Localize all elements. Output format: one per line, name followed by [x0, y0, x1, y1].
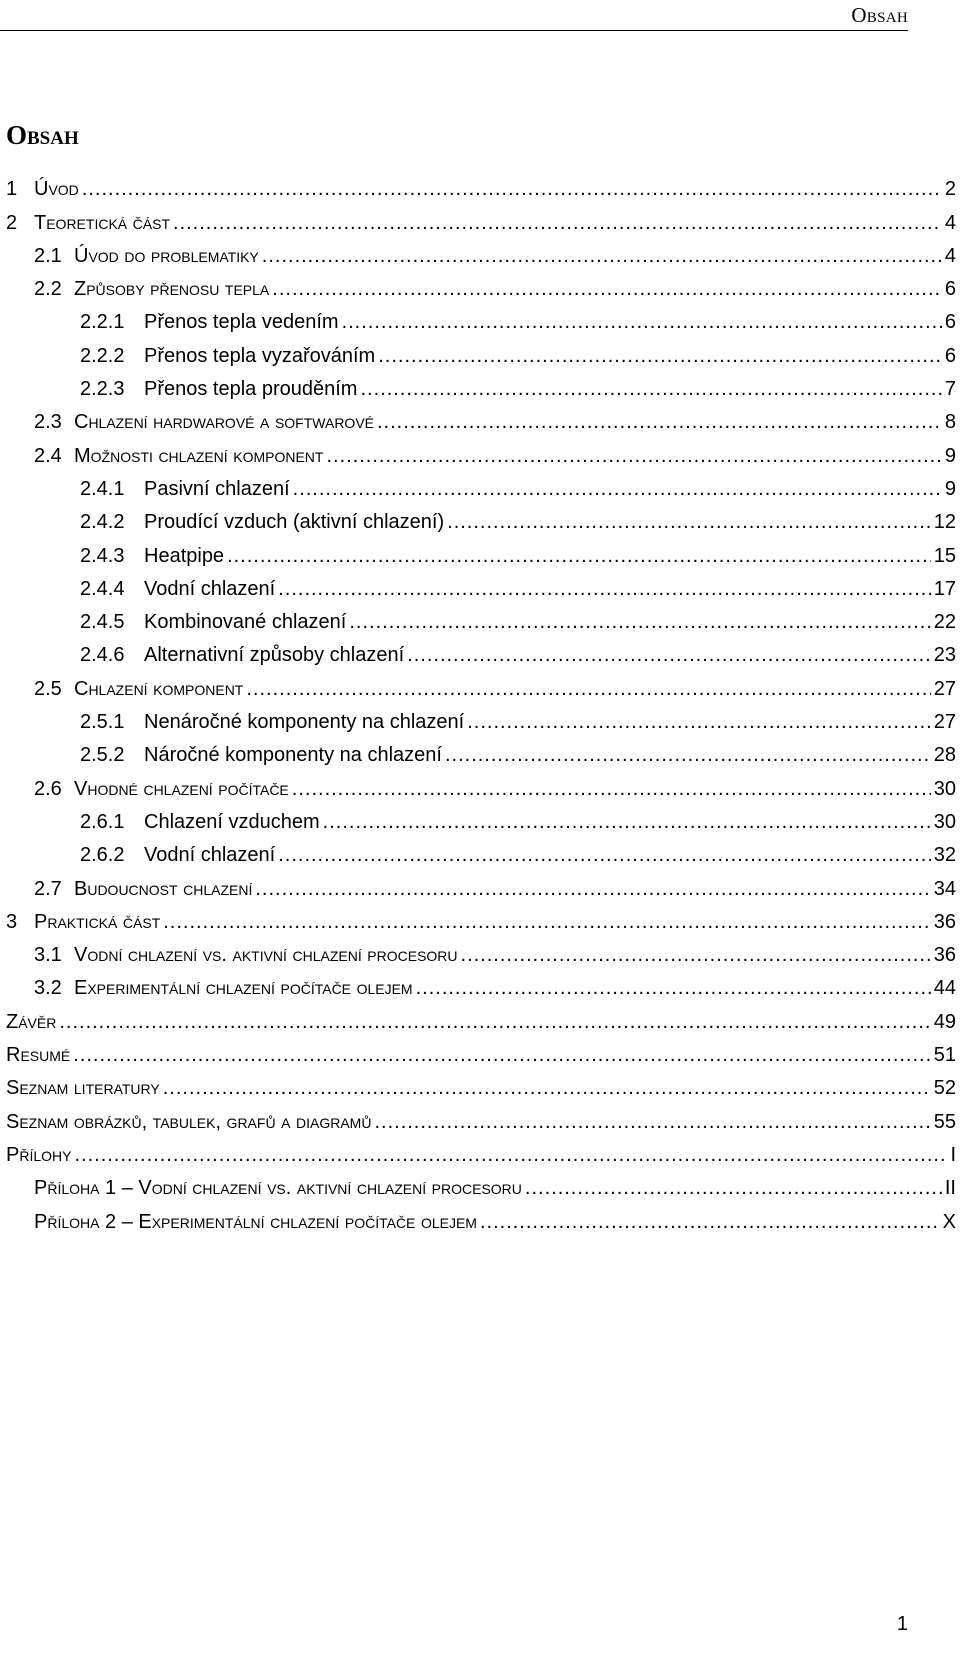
- toc-entry-title: Kombinované chlazení: [144, 611, 347, 634]
- dot-leader: [227, 545, 931, 567]
- toc-entry-page: 17: [933, 577, 956, 600]
- dot-leader: [349, 611, 930, 633]
- toc-entry-title: Příloha 2 – Experimentální chlazení počítače olejem: [34, 1210, 477, 1233]
- dot-leader: [525, 1177, 942, 1199]
- toc-entry-title: Chlazení vzduchem: [144, 810, 320, 833]
- toc-entry[interactable]: [0, 833, 956, 866]
- toc-entry-title: Praktická část: [34, 910, 161, 933]
- toc-entry-number: 3: [6, 910, 18, 933]
- toc-entry-page: I: [950, 1143, 956, 1166]
- toc-entry-page: 27: [933, 711, 956, 734]
- toc-entry-page: 6: [944, 344, 956, 367]
- toc-entry-title: Seznam literatury: [6, 1077, 160, 1100]
- page-number: 1: [896, 1613, 908, 1635]
- toc-entry-title: Budoucnost chlazení: [74, 877, 253, 900]
- toc-entry[interactable]: [0, 500, 956, 533]
- toc-entry-title: Náročné komponenty na chlazení: [144, 744, 442, 767]
- dot-leader: [278, 844, 931, 866]
- toc-entry-page: 28: [933, 744, 956, 767]
- toc-entry-page: X: [942, 1210, 956, 1233]
- dot-leader: [59, 1011, 930, 1033]
- toc-entry[interactable]: [0, 400, 956, 433]
- dot-leader: [461, 944, 931, 966]
- toc-entry[interactable]: [0, 933, 956, 966]
- toc-entry-page: 12: [933, 511, 956, 534]
- toc-entry-number: 2.6.2: [80, 844, 125, 867]
- dot-leader: [292, 778, 931, 800]
- dot-leader: [163, 1077, 931, 1099]
- dot-leader: [326, 445, 941, 467]
- toc-entry-number: 2.6.1: [80, 810, 125, 833]
- toc-entry[interactable]: [0, 733, 956, 766]
- dot-leader: [342, 311, 942, 333]
- toc-entry-number: 2.4.1: [80, 477, 125, 500]
- running-header-title: Obsah: [851, 3, 908, 27]
- toc-entry-page: 51: [933, 1044, 956, 1067]
- toc-entry[interactable]: [0, 800, 956, 833]
- toc-entry-title: Vodní chlazení: [144, 844, 276, 867]
- toc-entry-title: Příloha 1 – Vodní chlazení vs. aktivní chlazení procesoru: [34, 1177, 522, 1200]
- header-rule: [0, 30, 908, 31]
- toc-entry-page: 36: [933, 944, 956, 967]
- toc-entry[interactable]: [0, 533, 956, 566]
- dot-leader: [447, 511, 931, 533]
- dot-leader: [378, 345, 942, 367]
- toc-entry-title: Možnosti chlazení komponent: [74, 444, 324, 467]
- toc-entry[interactable]: [0, 666, 956, 699]
- dot-leader: [82, 178, 942, 200]
- toc-entry[interactable]: [0, 200, 956, 233]
- toc-entry-page: 15: [933, 544, 956, 567]
- toc-entry-number: 3.1: [34, 944, 62, 967]
- toc-entry-page: 30: [933, 777, 956, 800]
- toc-entry-number: 2.4.2: [80, 511, 125, 534]
- toc-entry-page: 36: [933, 910, 956, 933]
- dot-leader: [73, 1044, 931, 1066]
- toc-entry[interactable]: [0, 999, 956, 1032]
- toc-entry[interactable]: [0, 1199, 956, 1232]
- toc-entry-number: 2.4: [34, 444, 62, 467]
- toc-entry-number: 2.4.4: [80, 577, 125, 600]
- toc-entry-title: Seznam obrázků, tabulek, grafů a diagramů: [6, 1110, 372, 1133]
- toc-entry-page: 34: [933, 877, 956, 900]
- toc-entry-title: Resumé: [6, 1044, 71, 1067]
- toc-entry[interactable]: [0, 1033, 956, 1066]
- running-header: [851, 3, 908, 28]
- toc-entry-number: 1: [6, 178, 18, 201]
- toc-entry-title: Alternativní způsoby chlazení: [144, 644, 405, 667]
- toc-entry[interactable]: [0, 1166, 956, 1199]
- toc-entry-number: 2.2.3: [80, 378, 125, 401]
- page-title: Obsah: [6, 120, 79, 151]
- toc-entry-number: 2.4.6: [80, 644, 125, 667]
- toc-entry[interactable]: [0, 167, 956, 200]
- toc-entry-number: 2.4.5: [80, 611, 125, 634]
- toc-entry-title: Způsoby přenosu tepla: [74, 278, 270, 301]
- toc-entry-number: 2.6: [34, 777, 62, 800]
- toc-entry-number: 2.7: [34, 877, 62, 900]
- toc-entry[interactable]: [0, 1099, 956, 1132]
- toc-entry[interactable]: [0, 700, 956, 733]
- toc-entry[interactable]: [0, 966, 956, 999]
- dot-leader: [480, 1211, 940, 1233]
- toc-entry[interactable]: [0, 367, 956, 400]
- toc-entry[interactable]: [0, 467, 956, 500]
- toc-entry-title: Proudící vzduch (aktivní chlazení): [144, 511, 445, 534]
- toc-entry[interactable]: [0, 900, 956, 933]
- toc-entry[interactable]: [0, 267, 956, 300]
- toc-entry-page: 2: [944, 178, 956, 201]
- toc-entry[interactable]: [0, 1066, 956, 1099]
- toc-entry-page: 8: [944, 411, 956, 434]
- dot-leader: [293, 478, 942, 500]
- toc-entry-page: 52: [933, 1077, 956, 1100]
- toc-entry-number: 3.2: [34, 977, 62, 1000]
- toc-entry-page: 23: [933, 644, 956, 667]
- dot-leader: [407, 644, 931, 666]
- toc-entry[interactable]: [0, 234, 956, 267]
- dot-leader: [416, 977, 931, 999]
- toc-entry-title: Přenos tepla vedením: [144, 311, 339, 334]
- toc-entry-title: Závěr: [6, 1010, 57, 1033]
- toc-entry-number: 2.2: [34, 278, 62, 301]
- toc-entry-title: Úvod: [34, 178, 79, 201]
- toc-entry-title: Vodní chlazení: [144, 577, 276, 600]
- table-of-contents: [0, 167, 956, 1233]
- toc-entry-number: 2.3: [34, 411, 62, 434]
- dot-leader: [323, 811, 931, 833]
- toc-entry-page: 27: [933, 677, 956, 700]
- toc-entry-title: Teoretická část: [34, 211, 171, 234]
- toc-entry-number: 2.1: [34, 244, 62, 267]
- toc-entry-title: Vodní chlazení vs. aktivní chlazení procesoru: [74, 944, 458, 967]
- toc-entry[interactable]: [0, 633, 956, 666]
- dot-leader: [74, 1144, 947, 1166]
- toc-entry[interactable]: [0, 766, 956, 799]
- toc-entry-page: 4: [944, 211, 956, 234]
- toc-entry-page: 7: [944, 378, 956, 401]
- dot-leader: [246, 678, 930, 700]
- dot-leader: [163, 911, 931, 933]
- toc-entry[interactable]: [0, 866, 956, 899]
- toc-entry[interactable]: [0, 300, 956, 333]
- toc-entry-number: 2.5.1: [80, 711, 125, 734]
- toc-entry[interactable]: [0, 567, 956, 600]
- dot-leader: [374, 1111, 930, 1133]
- toc-entry-number: 2: [6, 211, 18, 234]
- toc-entry-page: 6: [944, 311, 956, 334]
- toc-entry-page: 32: [933, 844, 956, 867]
- toc-entry[interactable]: [0, 433, 956, 466]
- toc-entry-title: Chlazení hardwarové a softwarové: [74, 411, 374, 434]
- toc-entry-page: 22: [933, 611, 956, 634]
- toc-entry-number: 2.2.1: [80, 311, 125, 334]
- toc-entry-page: 6: [944, 278, 956, 301]
- toc-entry-title: Přenos tepla prouděním: [144, 378, 358, 401]
- dot-leader: [255, 878, 930, 900]
- toc-entry-title: Nenáročné komponenty na chlazení: [144, 711, 465, 734]
- toc-entry-number: 2.4.3: [80, 544, 125, 567]
- toc-entry[interactable]: [0, 1133, 956, 1166]
- dot-leader: [272, 278, 942, 300]
- dot-leader: [278, 578, 931, 600]
- toc-entry-title: Chlazení komponent: [74, 677, 244, 700]
- dot-leader: [262, 245, 942, 267]
- toc-entry-title: Přílohy: [6, 1143, 72, 1166]
- dot-leader: [445, 744, 931, 766]
- toc-entry-page: 55: [933, 1110, 956, 1133]
- toc-entry[interactable]: [0, 333, 956, 366]
- toc-entry-page: 44: [933, 977, 956, 1000]
- toc-entry-title: Experimentální chlazení počítače olejem: [74, 977, 413, 1000]
- toc-entry-title: Heatpipe: [144, 544, 225, 567]
- dot-leader: [360, 378, 941, 400]
- toc-entry-number: 2.5: [34, 677, 62, 700]
- dot-leader: [467, 711, 931, 733]
- toc-entry-title: Vhodné chlazení počítače: [74, 777, 289, 800]
- toc-entry-page: 4: [944, 244, 956, 267]
- toc-entry[interactable]: [0, 600, 956, 633]
- toc-entry-page: 30: [933, 810, 956, 833]
- toc-entry-page: II: [944, 1177, 956, 1200]
- toc-entry-title: Pasivní chlazení: [144, 477, 290, 500]
- toc-entry-page: 9: [944, 477, 956, 500]
- toc-entry-number: 2.2.2: [80, 344, 125, 367]
- toc-entry-number: 2.5.2: [80, 744, 125, 767]
- toc-entry-page: 49: [933, 1010, 956, 1033]
- dot-leader: [173, 212, 942, 234]
- toc-entry-title: Přenos tepla vyzařováním: [144, 344, 376, 367]
- toc-entry-title: Úvod do problematiky: [74, 244, 259, 267]
- dot-leader: [377, 411, 942, 433]
- toc-entry-page: 9: [944, 444, 956, 467]
